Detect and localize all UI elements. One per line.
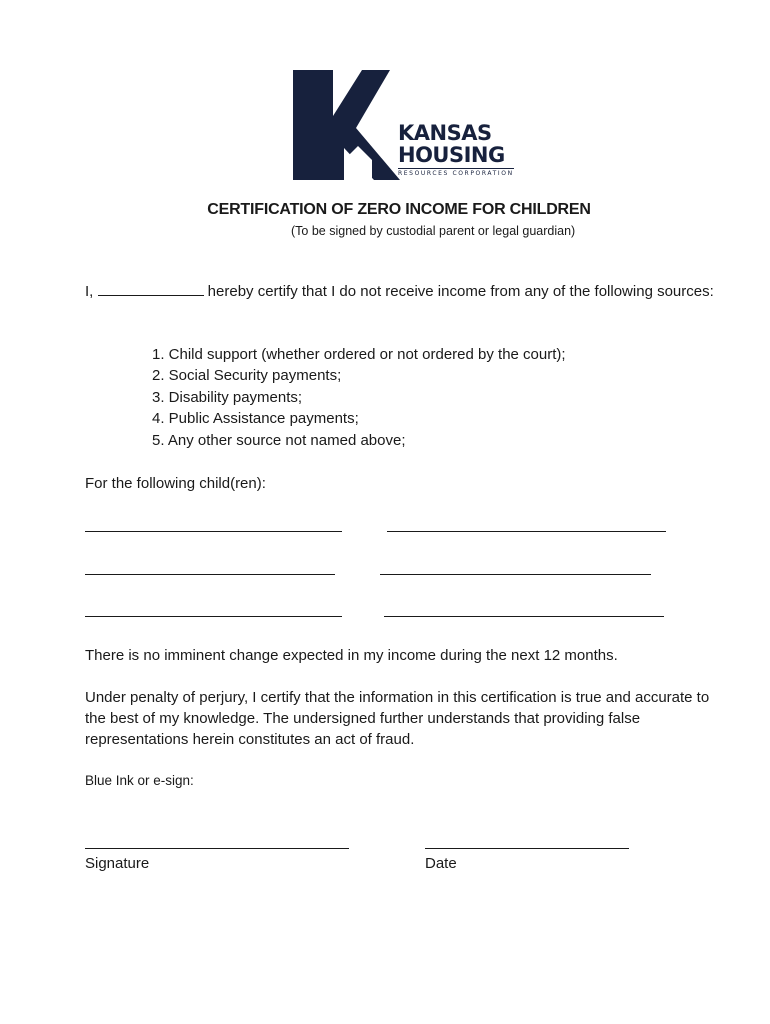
signature-label: Signature bbox=[85, 855, 150, 872]
no-change-statement: There is no imminent change expected in my income during the next 12 months. bbox=[85, 647, 618, 664]
certification-intro bbox=[85, 281, 735, 302]
logo-tagline: RESOURCES CORPORATION bbox=[398, 170, 514, 177]
list-item: 2. Social Security payments; bbox=[152, 367, 342, 385]
perjury-statement: Under penalty of perjury, I certify that the information in this certification is true and accurate to the best of my knowledge. The undersigned further understands that providing false representations herein constitutes an act of fraud. bbox=[85, 689, 710, 748]
k-logo-icon bbox=[290, 68, 400, 180]
list-item: 5. Any other source not named above; bbox=[152, 431, 406, 449]
income-sources-list bbox=[152, 344, 566, 451]
child-name-line-1[interactable] bbox=[85, 531, 342, 532]
kansas-housing-logo bbox=[290, 68, 520, 180]
signature-line[interactable] bbox=[85, 848, 349, 849]
logo-line-housing: HOUSING bbox=[398, 143, 505, 167]
list-item: 1. Child support (whether ordered or not ordered by the court); bbox=[152, 346, 566, 363]
date-label: Date bbox=[425, 855, 457, 872]
name-blank[interactable] bbox=[98, 281, 204, 296]
document-title: CERTIFICATION OF ZERO INCOME FOR CHILDREN bbox=[207, 201, 591, 218]
list-item: 3. Disability payments; bbox=[152, 388, 303, 406]
child-name-line-4[interactable] bbox=[380, 574, 651, 575]
children-label: For the following child(ren): bbox=[85, 475, 266, 492]
child-name-line-6[interactable] bbox=[384, 616, 664, 617]
list-item: 4. Public Assistance payments; bbox=[152, 410, 359, 428]
logo-wordmark bbox=[398, 122, 514, 178]
child-name-line-3[interactable] bbox=[85, 574, 335, 575]
logo-line-kansas: KANSAS bbox=[398, 121, 492, 145]
document-subtitle: (To be signed by custodial parent or legal guardian) bbox=[291, 224, 576, 238]
ink-note: Blue Ink or e-sign: bbox=[85, 773, 194, 788]
date-line[interactable] bbox=[425, 848, 629, 849]
intro-suffix: hereby certify that I do not receive income from any of the following sources: bbox=[203, 283, 714, 300]
child-name-line-5[interactable] bbox=[85, 616, 342, 617]
intro-prefix: I, bbox=[85, 283, 98, 300]
child-name-line-2[interactable] bbox=[387, 531, 666, 532]
